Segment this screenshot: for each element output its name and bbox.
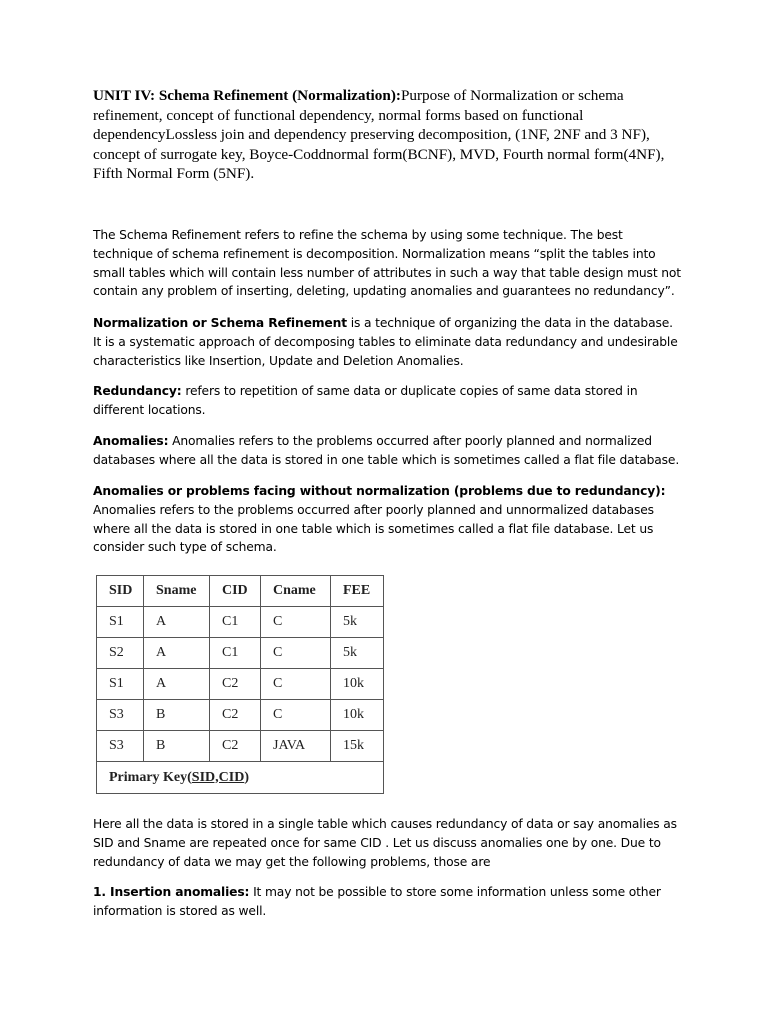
- primary-key-columns: SID,CID: [191, 769, 245, 785]
- table-row: [97, 731, 384, 762]
- header-cid: CID: [210, 576, 261, 607]
- cell-cid: C2: [210, 731, 261, 762]
- primary-key-row: [97, 762, 384, 794]
- cell-cid: C1: [210, 638, 261, 669]
- problems-term: Anomalies or problems facing without normalization (problems due to redundancy):: [93, 484, 666, 498]
- normalization-term: Normalization or Schema Refinement: [93, 316, 347, 330]
- unit-heading: [93, 86, 673, 184]
- anomalies-term: Anomalies:: [93, 434, 169, 448]
- header-cname: Cname: [261, 576, 331, 607]
- intro-paragraph: The Schema Refinement refers to refine the schema by using some technique. The best technique of schema refinement is decomposition. Normalization means “split the tables into small tables which will contain less number of attributes in such a way that table design must not contain any problem of inserting, deleting, updating anomalies and guarantees no redundancy”.: [93, 228, 681, 299]
- cell-fee: 5k: [331, 607, 384, 638]
- redundancy-paragraph: [93, 382, 683, 420]
- primary-key-close: ): [244, 769, 249, 785]
- anomalies-text: Anomalies refers to the problems occurred after poorly planned and normalized databases where all the data is stored in one table which is sometimes called a flat file database.: [93, 434, 680, 467]
- normalization-paragraph: [93, 314, 683, 370]
- unit-heading-topics: Purpose of Normalization or schema refinement, concept of functional dependency, normal forms based on functional dependencyLossless join and dependency preserving decomposition, (1NF, 2NF and 3 NF), concept of surrogate key, Boyce-Coddnormal form(BCNF), MVD, Fourth normal form(4NF), Fifth Normal Form (5NF).: [93, 87, 665, 182]
- insertion-anomalies-term: 1. Insertion anomalies:: [93, 885, 250, 899]
- after-table-paragraph: Here all the data is stored in a single table which causes redundancy of data or say anomalies as SID and Sname are repeated once for same CID . Let us discuss anomalies one by one. Due to redundancy of data we may get the following problems, those are: [93, 817, 677, 869]
- anomalies-paragraph: [93, 432, 683, 470]
- cell-cname: C: [261, 700, 331, 731]
- cell-sid: S2: [97, 638, 144, 669]
- cell-cid: C2: [210, 669, 261, 700]
- primary-key-label: Primary Key(: [109, 769, 192, 785]
- cell-cname: C: [261, 669, 331, 700]
- cell-cid: C2: [210, 700, 261, 731]
- unit-heading-title: UNIT IV: Schema Refinement (Normalization):: [93, 87, 401, 104]
- table-row: [97, 700, 384, 731]
- cell-fee: 10k: [331, 669, 384, 700]
- student-course-table: [96, 575, 384, 794]
- cell-sname: B: [144, 700, 210, 731]
- cell-sname: B: [144, 731, 210, 762]
- cell-cname: JAVA: [261, 731, 331, 762]
- cell-sid: S1: [97, 607, 144, 638]
- cell-sid: S3: [97, 731, 144, 762]
- table-row: [97, 638, 384, 669]
- problems-text: Anomalies refers to the problems occurred after poorly planned and unnormalized databases where all the data is stored in one table which is sometimes called a flat file database. Let us consider such type of schema.: [93, 502, 654, 555]
- header-sname: Sname: [144, 576, 210, 607]
- cell-cname: C: [261, 638, 331, 669]
- cell-fee: 10k: [331, 700, 384, 731]
- header-fee: FEE: [331, 576, 384, 607]
- header-sid: SID: [97, 576, 144, 607]
- cell-fee: 15k: [331, 731, 384, 762]
- primary-key-caption: [97, 762, 384, 794]
- cell-sid: S3: [97, 700, 144, 731]
- redundancy-text: refers to repetition of same data or duplicate copies of same data stored in different locations.: [93, 384, 638, 417]
- insertion-anomalies-text: It may not be possible to store some information unless some other information is stored as well.: [93, 885, 661, 918]
- problems-paragraph: [93, 482, 683, 557]
- table-row: [97, 669, 384, 700]
- cell-sname: A: [144, 638, 210, 669]
- cell-sid: S1: [97, 669, 144, 700]
- cell-sname: A: [144, 607, 210, 638]
- cell-cname: C: [261, 607, 331, 638]
- insertion-anomalies-paragraph: [93, 883, 683, 921]
- cell-fee: 5k: [331, 638, 384, 669]
- redundancy-term: Redundancy:: [93, 384, 182, 398]
- normalization-text: is a technique of organizing the data in the database. It is a systematic approach of decomposing tables to eliminate data redundancy and undesirable characteristics like Insertion, Update and Deletion Anomalies.: [93, 316, 678, 368]
- table-header-row: [97, 576, 384, 607]
- cell-sname: A: [144, 669, 210, 700]
- cell-cid: C1: [210, 607, 261, 638]
- table-row: [97, 607, 384, 638]
